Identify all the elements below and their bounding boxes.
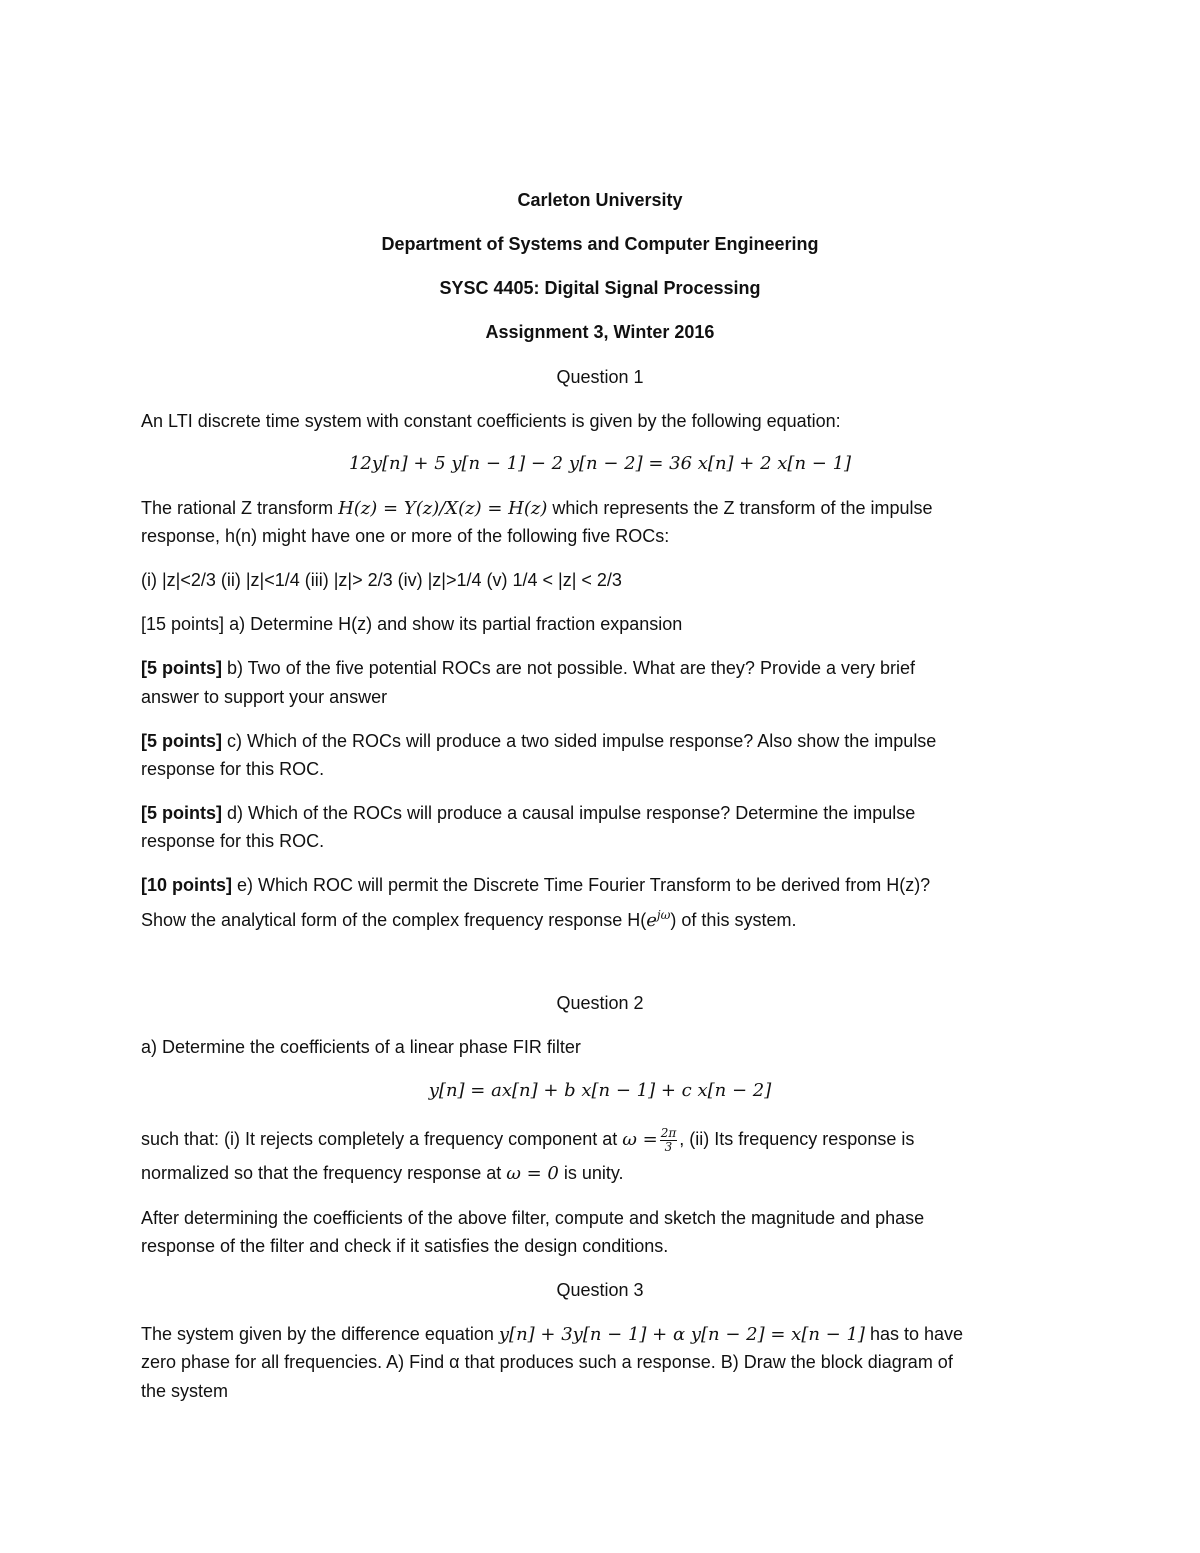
q1-part-e-text: e) Which ROC will permit the Discrete Time Fourier Transform to be derived from H(z)? bbox=[232, 875, 931, 895]
q3-line1-text-b: has to have bbox=[864, 1324, 964, 1344]
q1-roc-list: (i) |z|<2/3 (ii) |z|<1/4 (iii) |z|> 2/3 (iv) |z|>1/4 (v) 1/4 < |z| < 2/3 bbox=[141, 570, 622, 590]
question-1-heading: Question 1 bbox=[556, 367, 644, 387]
q1-part-e-line2-a: Show the analytical form of the complex frequency response H( bbox=[141, 910, 647, 930]
q1-part-b-text: b) Two of the five potential ROCs are not possible. What are they? Provide a very brief bbox=[222, 658, 916, 678]
q1-part-b-points: [5 points] bbox=[141, 658, 222, 678]
q1-exp-superscript: jω bbox=[656, 908, 671, 922]
q2-omega-zero: ω = 0 bbox=[506, 1163, 559, 1184]
q3-line3: the system bbox=[141, 1381, 229, 1401]
q1-para-text-a: The rational Z transform bbox=[141, 498, 339, 518]
q2-equation: y[n] = ax[n] + b x[n − 1] + c x[n − 2] bbox=[428, 1080, 772, 1101]
q2-line2-text-b: is unity. bbox=[558, 1163, 624, 1183]
q2-fraction-denominator: 3 bbox=[664, 1139, 673, 1154]
q2-condition-line2 bbox=[141, 1162, 624, 1185]
q1-part-c-points: [5 points] bbox=[141, 731, 222, 751]
q2-fraction bbox=[660, 1127, 678, 1154]
q1-paragraph-line2: response, h(n) might have one or more of the following five ROCs: bbox=[141, 526, 670, 546]
q1-part-e bbox=[141, 874, 930, 896]
q2-condition-text-b: , (ii) Its frequency response is bbox=[679, 1129, 915, 1149]
q1-part-a bbox=[141, 613, 682, 635]
university-title: Carleton University bbox=[517, 190, 683, 210]
q2-after-line2: response of the filter and check if it satisfies the design conditions. bbox=[141, 1236, 669, 1256]
assignment-title: Assignment 3, Winter 2016 bbox=[485, 322, 715, 342]
q1-part-e-line2 bbox=[141, 904, 796, 932]
q1-part-c-line2: response for this ROC. bbox=[141, 759, 325, 779]
q2-condition-line1 bbox=[141, 1124, 914, 1155]
q1-part-d-points: [5 points] bbox=[141, 803, 222, 823]
q1-part-a-text: a) Determine H(z) and show its partial fraction expansion bbox=[224, 614, 683, 634]
q1-part-d-line2: response for this ROC. bbox=[141, 831, 325, 851]
q1-part-b-line2: answer to support your answer bbox=[141, 687, 388, 707]
q1-part-d-text: d) Which of the ROCs will produce a causal impulse response? Determine the impulse bbox=[222, 803, 916, 823]
q1-part-b bbox=[141, 657, 915, 679]
q1-paragraph-line1 bbox=[141, 497, 933, 520]
question-3-heading: Question 3 bbox=[556, 1280, 644, 1300]
q1-part-e-points: [10 points] bbox=[141, 875, 233, 895]
q3-line1 bbox=[141, 1323, 963, 1346]
q1-part-c bbox=[141, 730, 936, 752]
q1-intro: An LTI discrete time system with constant coefficients is given by the following equation: bbox=[141, 411, 841, 431]
q3-difference-equation: y[n] + 3y[n − 1] + α y[n − 2] = x[n − 1] bbox=[498, 1324, 865, 1345]
q1-part-e-line2-b: ) of this system. bbox=[670, 910, 797, 930]
q1-exp-base: e bbox=[646, 910, 657, 931]
course-title: SYSC 4405: Digital Signal Processing bbox=[439, 278, 761, 298]
q2-fraction-numerator: 2π bbox=[660, 1125, 677, 1140]
q2-omega-equals: ω = bbox=[622, 1129, 658, 1150]
q2-after-line1: After determining the coefficients of the above filter, compute and sketch the magnitude and phase bbox=[141, 1208, 925, 1228]
q1-equation: 12y[n] + 5 y[n − 1] − 2 y[n − 2] = 36 x[n] + 2 x[n − 1] bbox=[348, 453, 852, 474]
q2-line2-text-a: normalized so that the frequency response at bbox=[141, 1163, 507, 1183]
q3-line1-text-a: The system given by the difference equation bbox=[141, 1324, 499, 1344]
q1-part-c-text: c) Which of the ROCs will produce a two sided impulse response? Also show the impulse bbox=[222, 731, 937, 751]
q1-transfer-function: H(z) = Y(z)/X(z) = H(z) bbox=[338, 498, 548, 519]
q1-part-d bbox=[141, 802, 915, 824]
q1-para-text-b: which represents the Z transform of the impulse bbox=[547, 498, 933, 518]
q2-such-that-text: such that: (i) It rejects completely a frequency component at bbox=[141, 1129, 623, 1149]
q2-intro: a) Determine the coefficients of a linear phase FIR filter bbox=[141, 1037, 581, 1057]
department-title: Department of Systems and Computer Engineering bbox=[381, 234, 819, 254]
question-2-heading: Question 2 bbox=[556, 993, 644, 1013]
q3-line2: zero phase for all frequencies. A) Find α that produces such a response. B) Draw the block diagram of bbox=[141, 1352, 953, 1372]
q1-part-a-points: [15 points] bbox=[141, 614, 225, 634]
